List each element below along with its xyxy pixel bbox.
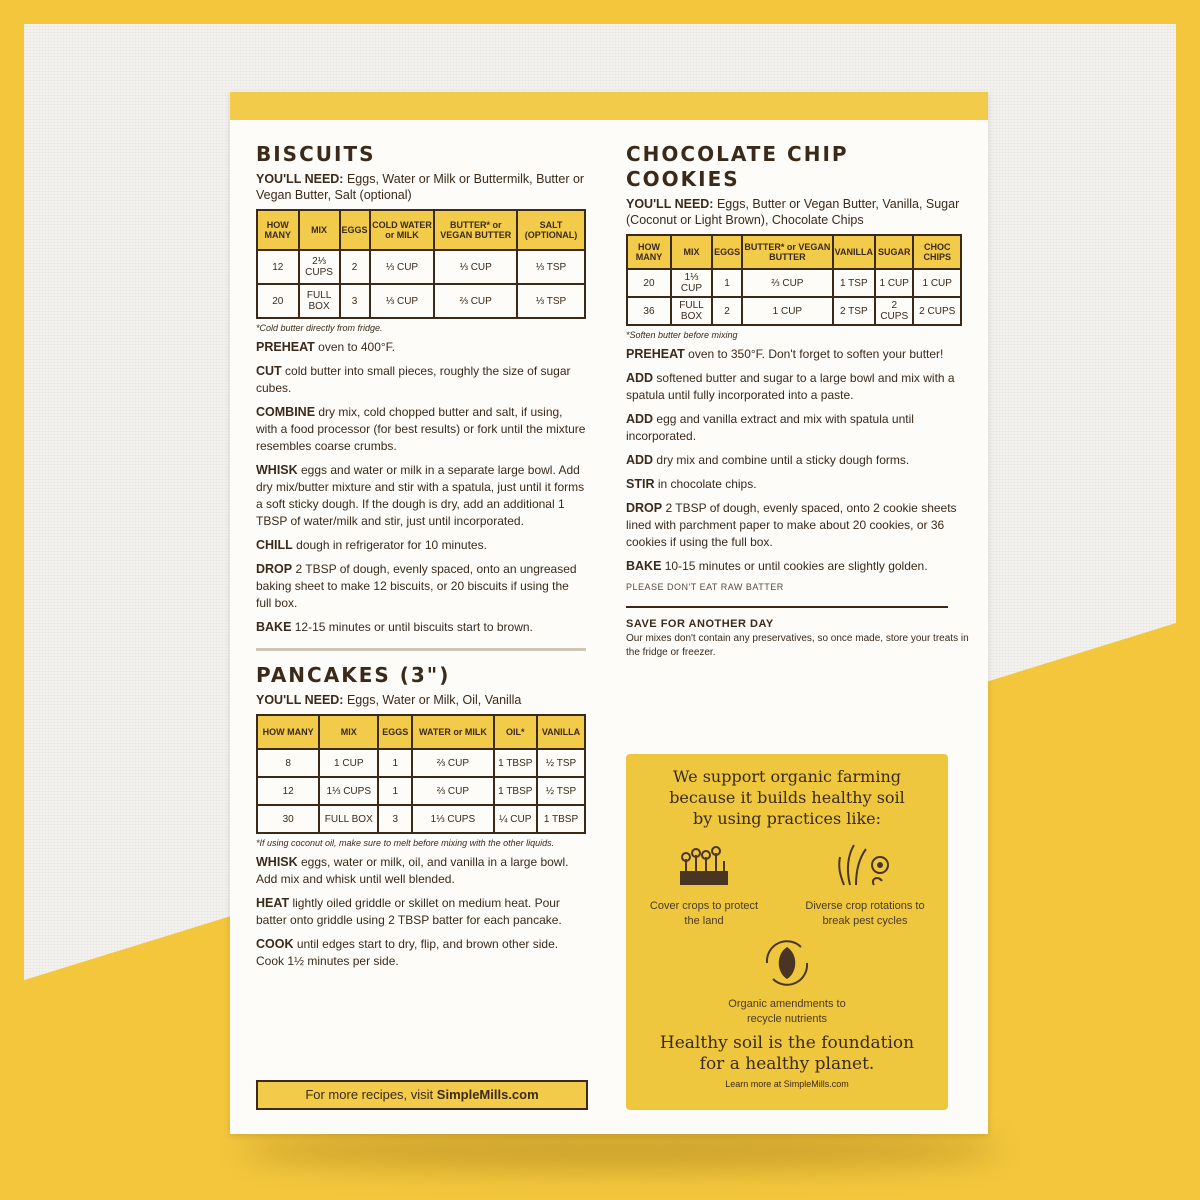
right-column xyxy=(626,142,970,660)
table-header: HOW MANY xyxy=(627,235,671,269)
step: COMBINE dry mix, cold chopped butter and salt, if using, with a food processor (for best results) or fork until the mixture resembles coarse crumbs. xyxy=(256,405,586,453)
step: PREHEAT oven to 400°F. xyxy=(256,340,395,354)
cookies-table xyxy=(626,234,962,326)
amendments-caption: Organic amendments to recycle nutrients xyxy=(728,998,846,1025)
more-recipes-bar: For more recipes, visit SimpleMills.com xyxy=(256,1080,588,1110)
organic-farming-panel xyxy=(626,754,948,1110)
step: HEAT lightly oiled griddle or skillet on medium heat. Pour batter onto griddle using 2 TBSP batter for each pancake. xyxy=(256,896,562,927)
step: WHISK eggs and water or milk in a separate large bowl. Add dry mix/butter mixture and stir with a spatula, just until it forms a soft sticky dough. If the dough is dry, add an additional 1 TBSP of water/milk and stir, just until incorporated. xyxy=(256,463,585,528)
table-header: HOW MANY xyxy=(257,715,319,749)
pancakes-table xyxy=(256,714,586,834)
crop-rotation-icon xyxy=(830,835,900,895)
left-column xyxy=(256,142,586,977)
crop-rotation-caption: Diverse crop rotations to break pest cycles xyxy=(805,900,925,927)
table-header: VANILLA xyxy=(833,235,875,269)
biscuits-need: YOU'LL NEED: Eggs, Water or Milk or Buttermilk, Butter or Vegan Butter, Salt (optional) xyxy=(256,172,585,202)
step: WHISK eggs, water or milk, oil, and vanilla in a large bowl. Add mix and whisk until well blended. xyxy=(256,855,569,886)
table-row: 20 1⅓ CUP 1 ⅔ CUP 1 TSP 1 CUP 1 CUP xyxy=(627,269,961,297)
table-row: 20 FULL BOX 3 ⅓ CUP ⅔ CUP ⅓ TSP xyxy=(257,284,585,318)
table-header: EGGS xyxy=(340,210,370,250)
pancakes-title: PANCAKES (3") xyxy=(256,663,451,687)
mix-box-back xyxy=(230,92,988,1134)
organic-headline: We support organic farming because it builds healthy soil by using practices like: xyxy=(669,767,905,828)
pancakes-need: YOU'LL NEED: Eggs, Water or Milk, Oil, Vanilla xyxy=(256,693,522,707)
save-text: Our mixes don't contain any preservatives, so once made, store your treats in the fridge or freezer. xyxy=(626,633,969,658)
step: CUT cold butter into small pieces, roughly the size of sugar cubes. xyxy=(256,364,571,395)
biscuits-note: *Cold butter directly from fridge. xyxy=(256,323,383,333)
divider xyxy=(256,648,586,651)
step: DROP 2 TBSP of dough, evenly spaced, onto 2 cookie sheets lined with parchment paper to make about 20 cookies, or 36 cookies if using the full box. xyxy=(626,501,957,549)
table-row: 8 1 CUP 1 ⅔ CUP 1 TBSP ½ TSP xyxy=(257,749,585,777)
table-header: SALT (OPTIONAL) xyxy=(517,210,585,250)
cookies-title: CHOCOLATE CHIP COOKIES xyxy=(626,142,849,191)
table-header: WATER or MILK xyxy=(412,715,493,749)
cookies-note: *Soften butter before mixing xyxy=(626,330,738,340)
step: ADD dry mix and combine until a sticky dough forms. xyxy=(626,453,910,467)
cookies-need: YOU'LL NEED: Eggs, Butter or Vegan Butter, Vanilla, Sugar (Coconut or Light Brown), Chocolate Chips xyxy=(626,197,960,227)
step: STIR in chocolate chips. xyxy=(626,477,757,491)
table-row: 36 FULL BOX 2 1 CUP 2 TSP 2 CUPS 2 CUPS xyxy=(627,297,961,325)
table-header: SUGAR xyxy=(875,235,913,269)
cover-crops-caption: Cover crops to protect the land xyxy=(649,900,759,927)
table-row: 12 1⅓ CUPS 1 ⅔ CUP 1 TBSP ½ TSP xyxy=(257,777,585,805)
table-header: MIX xyxy=(319,715,378,749)
box-top-flap xyxy=(230,92,988,120)
table-header: HOW MANY xyxy=(257,210,299,250)
table-row: 12 2⅓ CUPS 2 ⅓ CUP ⅓ CUP ⅓ TSP xyxy=(257,250,585,284)
table-header: OIL* xyxy=(494,715,537,749)
step: PREHEAT oven to 350°F. Don't forget to soften your butter! xyxy=(626,347,944,361)
step: DROP 2 TBSP of dough, evenly spaced, onto an ungreased baking sheet to make 12 biscuits, or 20 biscuits if using the full box. xyxy=(256,562,577,610)
table-header: MIX xyxy=(299,210,340,250)
biscuits-table xyxy=(256,209,586,319)
step: BAKE 12-15 minutes or until biscuits start to brown. xyxy=(256,620,533,634)
step: ADD softened butter and sugar to a large bowl and mix with a spatula until fully incorporated into a paste. xyxy=(626,371,955,402)
table-header: MIX xyxy=(671,235,712,269)
box-shadow xyxy=(240,1130,1000,1170)
raw-batter-warning: PLEASE DON'T EAT RAW BATTER xyxy=(626,582,784,592)
recycle-leaf-icon xyxy=(757,933,817,993)
table-header: CHOC CHIPS xyxy=(913,235,961,269)
pancakes-note: *If using coconut oil, make sure to melt before mixing with the other liquids. xyxy=(256,838,555,848)
step: BAKE 10-15 minutes or until cookies are slightly golden. xyxy=(626,559,928,573)
table-header: BUTTER* or VEGAN BUTTER xyxy=(742,235,833,269)
divider xyxy=(626,606,948,608)
step: CHILL dough in refrigerator for 10 minutes. xyxy=(256,538,487,552)
learn-more-text: Learn more at SimpleMills.com xyxy=(725,1079,849,1089)
table-row: 30 FULL BOX 3 1⅓ CUPS ¼ CUP 1 TBSP xyxy=(257,805,585,833)
organic-tagline: Healthy soil is the foundation for a healthy planet. xyxy=(659,1033,915,1074)
table-header: EGGS xyxy=(712,235,742,269)
biscuits-title: BISCUITS xyxy=(256,142,376,166)
table-header: EGGS xyxy=(378,715,412,749)
table-header: COLD WATER or MILK xyxy=(370,210,435,250)
table-header: VANILLA xyxy=(537,715,585,749)
step: ADD egg and vanilla extract and mix with spatula until incorporated. xyxy=(626,412,914,443)
step: COOK until edges start to dry, flip, and brown other side. Cook 1½ minutes per side. xyxy=(256,937,559,968)
save-title: SAVE FOR ANOTHER DAY xyxy=(626,618,774,630)
plant-crops-icon xyxy=(674,835,734,895)
table-header: BUTTER* or VEGAN BUTTER xyxy=(434,210,517,250)
